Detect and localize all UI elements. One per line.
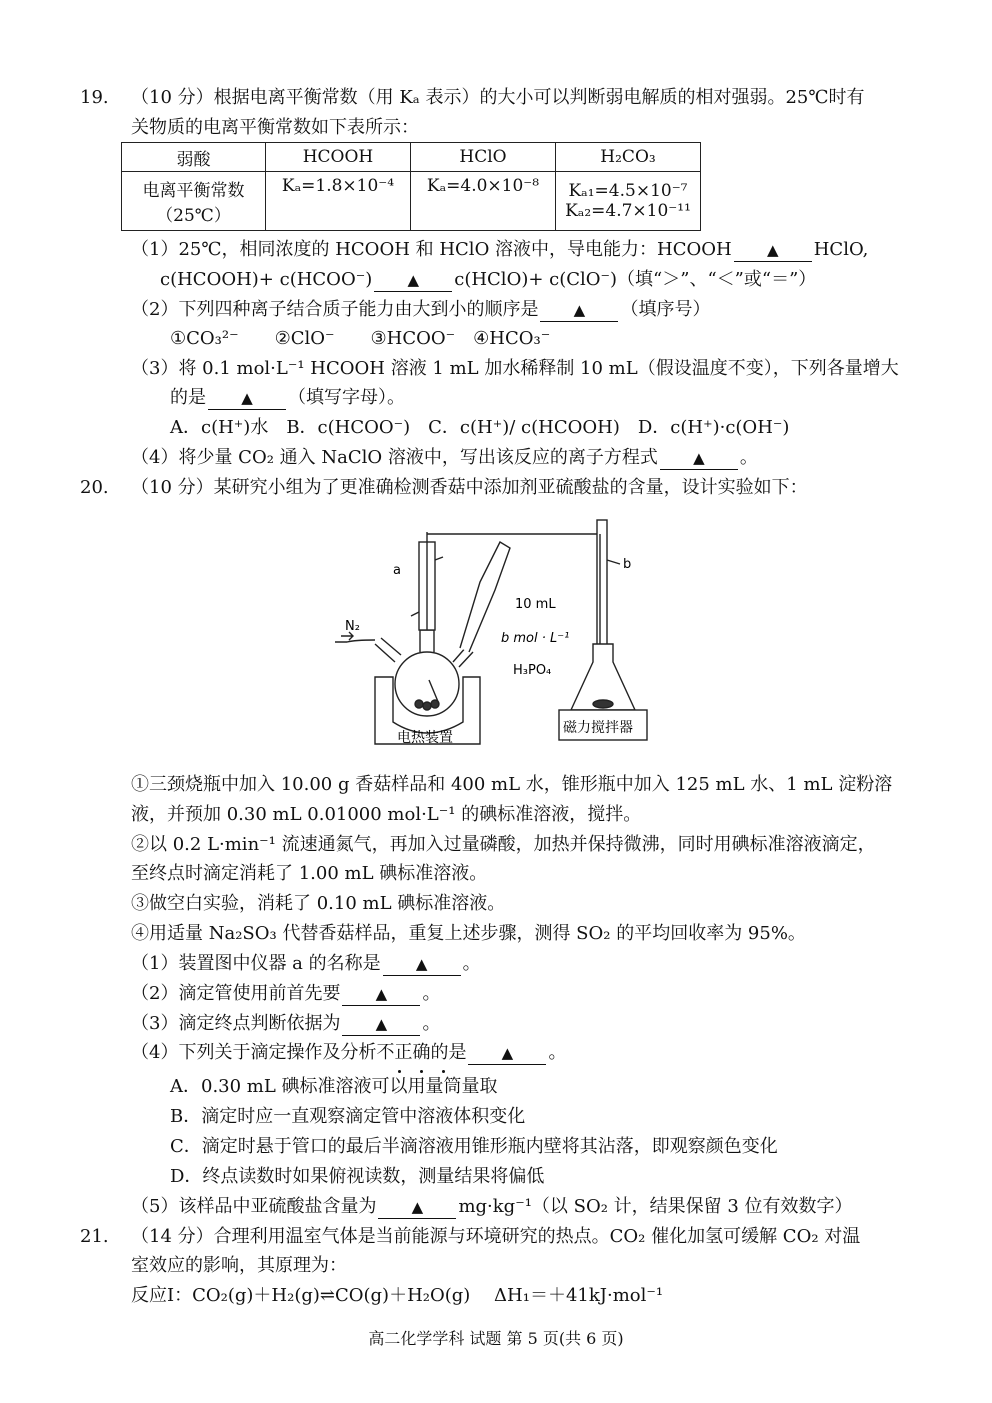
q21-stem-line2: 室效应的影响，其原理为： bbox=[131, 1255, 347, 1276]
q20-part4-end: 。 bbox=[548, 1042, 567, 1063]
table-cell-h2co3 bbox=[556, 172, 701, 231]
q20-step2-line2: 至终点时滴定消耗了 1.00 mL 碘标准溶液。 bbox=[131, 863, 488, 884]
q20-step1-line2: 液，并预加 0.30 mL 0.01000 mol·L⁻¹ 的碘标准溶液，搅拌。 bbox=[131, 804, 642, 825]
table-cell-ka2: Kₐ₂=4.7×10⁻¹¹ bbox=[565, 201, 691, 221]
table-cell-hclo: Kₐ=4.0×10⁻⁸ bbox=[411, 172, 556, 231]
q19-part2-text-a: （2）下列四种离子结合质子能力由大到小的顺序是 bbox=[131, 299, 539, 320]
q20-part1-text: （1）装置图中仪器 a 的名称是 bbox=[131, 953, 381, 974]
q20-part2-end: 。 bbox=[422, 983, 441, 1004]
q20-part1-end: 。 bbox=[462, 953, 481, 974]
q21-reaction-1: 反应Ⅰ：CO₂(g)＋H₂(g)⇌CO(g)＋H₂O(g) ΔH₁＝＋41kJ·mol⁻¹ bbox=[131, 1285, 664, 1306]
page-footer: 高二化学学科 试题 第 5 页(共 6 页) bbox=[368, 1329, 624, 1348]
q20-part2-text: （2）滴定管使用前首先要 bbox=[131, 983, 341, 1004]
q20-option-b: B．滴定时应一直观察滴定管中溶液体积变化 bbox=[170, 1106, 526, 1127]
table-row-label-line2: （25℃） bbox=[156, 206, 231, 226]
answer-blank[interactable]: ▲ bbox=[540, 299, 618, 322]
answer-blank[interactable]: ▲ bbox=[374, 269, 452, 292]
q19-part1-line1 bbox=[131, 236, 868, 264]
q19-part1-text-d: c(HClO)+ c(ClO⁻)（填“＞”、“＜”或“＝”） bbox=[454, 269, 817, 290]
q20-part3-end: 。 bbox=[422, 1013, 441, 1034]
table-header-h2co3: H₂CO₃ bbox=[556, 143, 701, 172]
q19-part3-text-b: 的是 bbox=[170, 387, 206, 408]
q19-part2-text-b: （填序号） bbox=[620, 299, 711, 320]
q19-part4-text-a: （4）将少量 CO₂ 通入 NaClO 溶液中，写出该反应的离子方程式 bbox=[131, 447, 658, 468]
acid-label: H₃PO₄ bbox=[513, 663, 552, 678]
volume-label: 10 mL bbox=[515, 597, 556, 612]
q20-part4 bbox=[131, 1039, 566, 1067]
q19-part3-line1: （3）将 0.1 mol·L⁻¹ HCOOH 溶液 1 mL 加水稀释制 10 mL（假设温度不变），下列各量增大 bbox=[131, 358, 899, 379]
q19-part4-text-b: 。 bbox=[739, 447, 758, 468]
table-header-hcooh: HCOOH bbox=[266, 143, 411, 172]
q20-step4: ④用适量 Na₂SO₃ 代替香菇样品，重复上述步骤，测得 SO₂ 的平均回收率为 95%。 bbox=[131, 923, 806, 944]
answer-blank[interactable]: ▲ bbox=[660, 447, 738, 470]
table-header-hclo: HClO bbox=[411, 143, 556, 172]
q19-part3-options: A．c(H⁺)水 B．c(HCOO⁻) C．c(H⁺)/ c(HCOOH) D．c(H⁺)·c(OH⁻) bbox=[170, 417, 790, 438]
answer-blank[interactable]: ▲ bbox=[378, 1196, 456, 1219]
answer-blank[interactable]: ▲ bbox=[734, 239, 812, 262]
q19-part2-options: ①CO₃²⁻ ②ClO⁻ ③HCOO⁻ ④HCO₃⁻ bbox=[170, 328, 551, 349]
label-b: b bbox=[623, 557, 632, 572]
answer-blank[interactable]: ▲ bbox=[342, 1013, 420, 1036]
q20-part5-end: mg·kg⁻¹（以 SO₂ 计，结果保留 3 位有效数字） bbox=[458, 1196, 853, 1217]
q20-stem: （10 分）某研究小组为了更准确检测香菇中添加剂亚硫酸盐的含量，设计实验如下： bbox=[131, 477, 808, 498]
answer-blank[interactable]: ▲ bbox=[383, 953, 461, 976]
q19-stem-line2: 关物质的电离平衡常数如下表所示： bbox=[131, 117, 419, 138]
ionization-constant-table bbox=[121, 142, 701, 231]
table-cell-hcooh: Kₐ=1.8×10⁻⁴ bbox=[266, 172, 411, 231]
table-cell-ka1: Kₐ₁=4.5×10⁻⁷ bbox=[568, 181, 688, 201]
q21-stem-line1: （14 分）合理利用温室气体是当前能源与环境研究的热点。CO₂ 催化加氢可缓解 CO₂ 对温 bbox=[131, 1226, 861, 1247]
q20-part2 bbox=[131, 980, 440, 1008]
q20-part5-text: （5）该样品中亚硫酸盐含量为 bbox=[131, 1196, 377, 1217]
q19-part3-text-c: （填写字母）。 bbox=[288, 387, 405, 408]
table-header-acid: 弱酸 bbox=[122, 143, 266, 172]
q20-part5 bbox=[131, 1193, 853, 1221]
answer-blank[interactable]: ▲ bbox=[468, 1042, 546, 1065]
answer-blank[interactable]: ▲ bbox=[342, 983, 420, 1006]
apparatus-diagram bbox=[335, 512, 675, 754]
q20-option-c: C．滴定时悬于管口的最后半滴溶液用锥形瓶内壁将其沾落，即观察颜色变化 bbox=[170, 1136, 778, 1157]
heater-label: 电热装置 bbox=[397, 730, 453, 746]
q19-part1-text-c: c(HCOOH)+ c(HCOO⁻) bbox=[160, 269, 373, 290]
q19-number: 19. bbox=[80, 87, 109, 108]
q19-part1-text-a: （1）25℃，相同浓度的 HCOOH 和 HClO 溶液中，导电能力：HCOOH bbox=[131, 239, 732, 260]
n2-label: N₂ bbox=[345, 619, 360, 634]
label-a: a bbox=[393, 563, 401, 578]
answer-blank[interactable]: ▲ bbox=[208, 387, 286, 410]
q20-part4-text: （4）下列关于滴定操作及分析不正确的是 bbox=[131, 1042, 467, 1063]
q19-part2-line1 bbox=[131, 296, 710, 324]
q20-part1 bbox=[131, 950, 481, 978]
q19-part3-line2 bbox=[170, 384, 405, 412]
table-row-label bbox=[122, 172, 266, 231]
table-row-label-line1: 电离平衡常数 bbox=[142, 181, 245, 201]
concentration-label: b mol · L⁻¹ bbox=[501, 631, 570, 646]
q20-part3 bbox=[131, 1010, 440, 1038]
q19-stem-line1: （10 分）根据电离平衡常数（用 Kₐ 表示）的大小可以判断弱电解质的相对强弱。25℃时有 bbox=[131, 87, 865, 108]
q19-part1-line2 bbox=[160, 266, 816, 294]
q20-part3-text: （3）滴定终点判断依据为 bbox=[131, 1013, 341, 1034]
q19-part4-line bbox=[131, 444, 758, 472]
q21-number: 21. bbox=[80, 1226, 109, 1247]
stirrer-label: 磁力搅拌器 bbox=[563, 720, 633, 736]
q20-option-d: D．终点读数时如果俯视读数，测量结果将偏低 bbox=[170, 1166, 545, 1187]
q20-number: 20. bbox=[80, 477, 109, 498]
q20-step1-line1: ①三颈烧瓶中加入 10.00 g 香菇样品和 400 mL 水，锥形瓶中加入 125 mL 水、1 mL 淀粉溶 bbox=[131, 774, 893, 795]
q20-option-a: A．0.30 mL 碘标准溶液可以用量筒量取 bbox=[170, 1076, 498, 1097]
q20-step3: ③做空白实验，消耗了 0.10 mL 碘标准溶液。 bbox=[131, 893, 506, 914]
q19-part1-text-b: HClO, bbox=[813, 239, 869, 260]
q20-step2-line1: ②以 0.2 L·min⁻¹ 流速通氮气，再加入过量磷酸，加热并保持微沸，同时用碘标准溶液滴定， bbox=[131, 834, 876, 855]
